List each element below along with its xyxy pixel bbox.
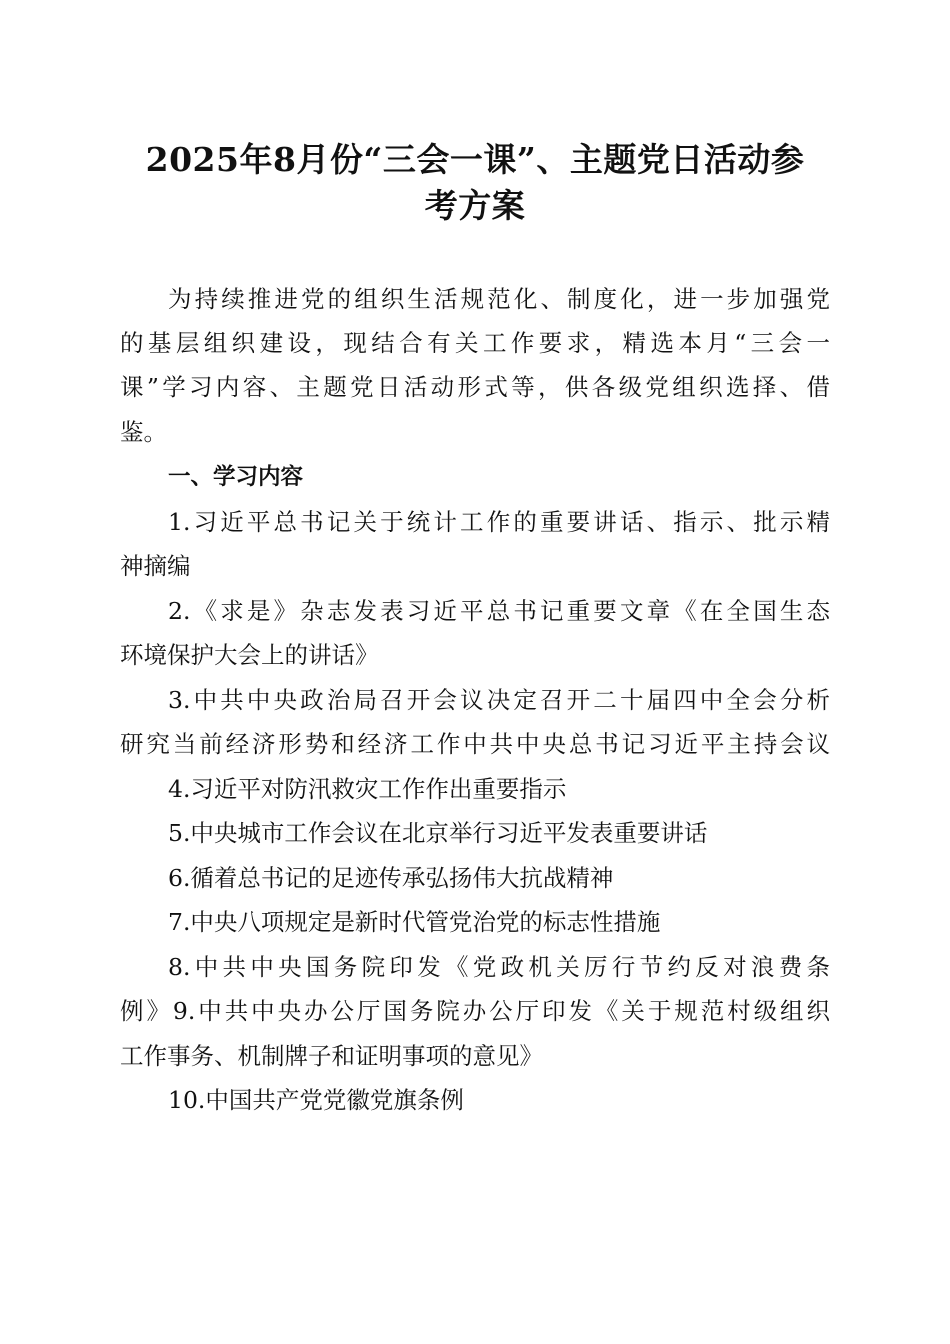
intro-paragraph-line-4: 鉴。 xyxy=(120,418,167,446)
list-item-3-line-2: 研究当前经济形势和经济工作中共中央总书记习近平主持会议 xyxy=(120,730,830,758)
list-item-2-line-1: 2.《求是》杂志发表习近平总书记重要文章《在全国生态 xyxy=(168,597,830,625)
list-item-8-9-line-2: 例》9.中共中央办公厅国务院办公厅印发《关于规范村级组织 xyxy=(120,997,830,1025)
list-item-1-line-1: 1.习近平总书记关于统计工作的重要讲话、指示、批示精 xyxy=(168,508,830,536)
list-item-3-line-1: 3.中共中央政治局召开会议决定召开二十届四中全会分析 xyxy=(168,686,830,714)
list-item-6: 6.循着总书记的足迹传承弘扬伟大抗战精神 xyxy=(168,864,614,892)
list-item-1-line-2: 神摘编 xyxy=(120,552,191,580)
document-title-line-2: 考方案 xyxy=(424,186,526,225)
list-item-9-line-2: 工作事务、机制牌子和证明事项的意见》 xyxy=(120,1042,543,1070)
intro-paragraph-line-2: 的基层组织建设，现结合有关工作要求，精选本月“三会一 xyxy=(120,329,830,357)
intro-paragraph-line-3: 课”学习内容、主题党日活动形式等，供各级党组织选择、借 xyxy=(120,373,830,401)
intro-paragraph-line-1: 为持续推进党的组织生活规范化、制度化，进一步加强党 xyxy=(168,285,830,313)
list-item-4: 4.习近平对防汛救灾工作作出重要指示 xyxy=(168,775,567,803)
list-item-8-line-1: 8.中共中央国务院印发《党政机关厉行节约反对浪费条 xyxy=(168,953,830,981)
list-item-10: 10.中国共产党党徽党旗条例 xyxy=(168,1086,464,1114)
list-item-2-line-2: 环境保护大会上的讲话》 xyxy=(120,641,379,669)
list-item-5: 5.中央城市工作会议在北京举行习近平发表重要讲话 xyxy=(168,819,708,847)
document-title-line-1: 2025年8月份“三会一课”、主题党日活动参 xyxy=(145,140,805,179)
section-heading-study-content: 一、学习内容 xyxy=(168,464,304,490)
list-item-7: 7.中央八项规定是新时代管党治党的标志性措施 xyxy=(168,908,661,936)
